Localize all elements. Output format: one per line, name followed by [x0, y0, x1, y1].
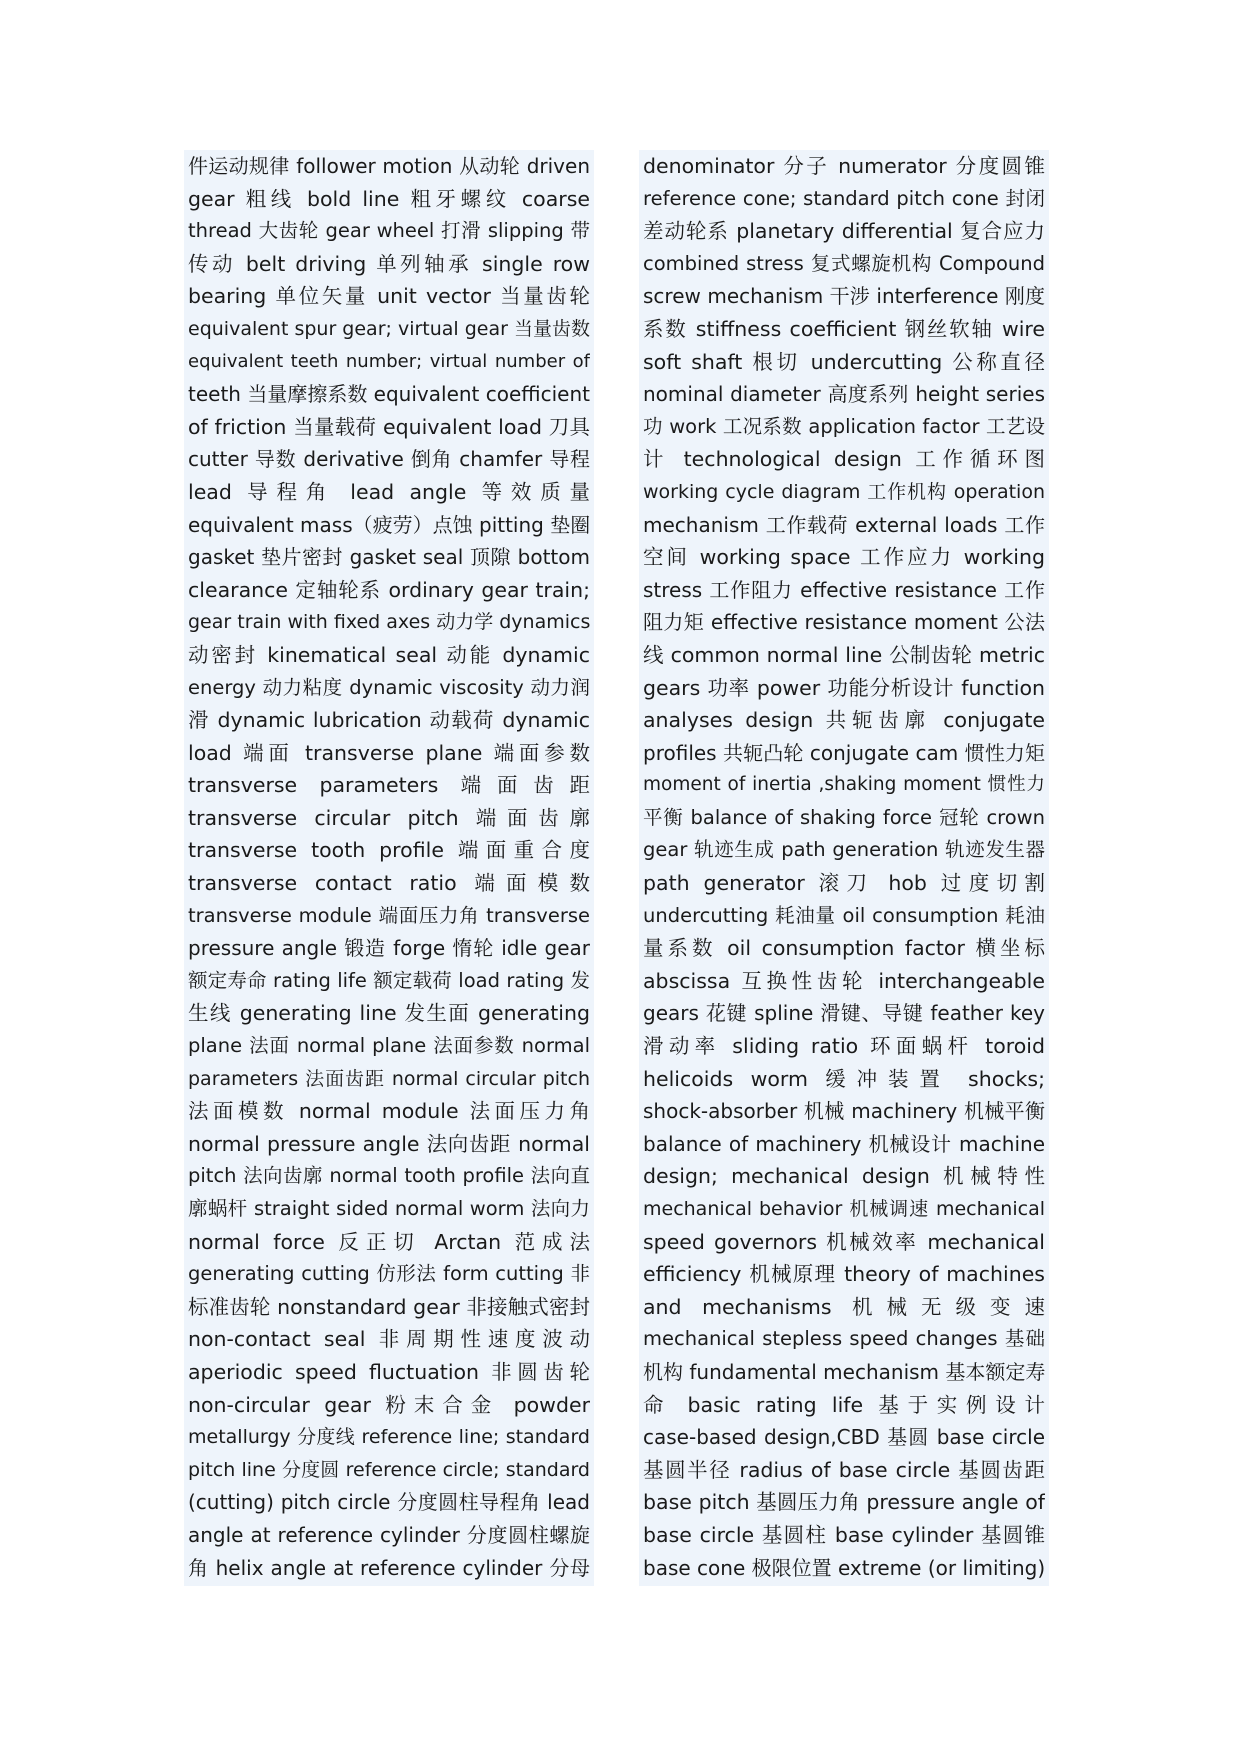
text-line: metallurgy 分度线 reference line; standard — [188, 1426, 590, 1449]
text-line: reference cone; standard pitch cone 封闭 — [643, 186, 1045, 210]
text-line: 生线 generating line 发生面 generating — [188, 1001, 590, 1026]
text-line: transverse module 端面压力角 transverse — [188, 903, 590, 927]
text-line: path generator 滚刀 hob 过度切割 — [643, 871, 1045, 896]
text-line: angle at reference cylinder 分度圆柱螺旋 — [188, 1522, 590, 1547]
text-line: bearing 单位矢量 unit vector 当量齿轮 — [188, 284, 590, 309]
text-line: efficiency 机械原理 theory of machines — [643, 1262, 1045, 1287]
text-line: 阻力矩 effective resistance moment 公法 — [643, 610, 1045, 635]
text-line: 系数 stiffness coefficient 钢丝软轴 wire — [643, 316, 1045, 341]
text-line: design; mechanical design 机械特性 — [643, 1164, 1045, 1189]
text-line: pitch 法向齿廓 normal tooth profile 法向直 — [188, 1164, 590, 1188]
text-line: nominal diameter 高度系列 height series — [643, 382, 1045, 407]
text-line: equivalent spur gear; virtual gear 当量齿数 — [188, 317, 590, 340]
text-line: transverse contact ratio 端面模数 — [188, 871, 590, 896]
text-line: helicoids worm 缓冲装置 shocks; — [643, 1066, 1045, 1091]
text-line: pressure angle 锻造 forge 惰轮 idle gear — [188, 936, 590, 961]
text-line: cutter 导数 derivative 倒角 chamfer 导程 — [188, 447, 590, 472]
text-line: 差动轮系 planetary differential 复合应力 — [643, 219, 1045, 244]
text-line: generating cutting 仿形法 form cutting 非 — [188, 1262, 590, 1286]
text-line: equivalent mass（疲劳）点蚀 pitting 垫圈 — [188, 512, 590, 537]
text-line: pitch line 分度圆 reference circle; standard — [188, 1458, 590, 1481]
text-line: 命 basic rating life 基于实例设计 — [643, 1392, 1045, 1417]
text-line: load 端面 transverse plane 端面参数 — [188, 740, 590, 765]
text-line: (cutting) pitch circle 分度圆柱导程角 lead — [188, 1490, 590, 1515]
text-line: gear train with fixed axes 动力学 dynamics — [188, 611, 590, 634]
text-line: mechanical behavior 机械调速 mechanical — [643, 1198, 1045, 1220]
text-line: stress 工作阻力 effective resistance 工作 — [643, 577, 1045, 602]
text-line: energy 动力粘度 dynamic viscosity 动力润 — [188, 675, 590, 699]
text-line: parameters 法面齿距 normal circular pitch — [188, 1067, 590, 1090]
text-line: thread 大齿轮 gear wheel 打滑 slipping 带 — [188, 219, 590, 243]
text-line: speed governors 机械效率 mechanical — [643, 1229, 1045, 1254]
text-line: of friction 当量载荷 equivalent load 刀具 — [188, 414, 590, 439]
text-line: undercutting 耗油量 oil consumption 耗油 — [643, 903, 1045, 927]
text-line: base circle 基圆柱 base cylinder 基圆锥 — [643, 1522, 1045, 1547]
text-line: base pitch 基圆压力角 pressure angle of — [643, 1490, 1045, 1515]
text-line: 功 work 工况系数 application factor 工艺设 — [643, 414, 1045, 438]
text-line: non-contact seal 非周期性速度波动 — [188, 1327, 590, 1352]
text-line: denominator 分子 numerator 分度圆锥 — [643, 154, 1045, 178]
text-line: normal force 反正切 Arctan 范成法 — [188, 1229, 590, 1254]
left-column — [184, 150, 594, 1586]
text-line: combined stress 复式螺旋机构 Compound — [643, 251, 1045, 275]
text-line: 线 common normal line 公制齿轮 metric — [643, 642, 1045, 667]
text-line: analyses design 共轭齿廓 conjugate — [643, 708, 1045, 733]
text-line: mechanism 工作载荷 external loads 工作 — [643, 512, 1045, 537]
text-line: 额定寿命 rating life 额定载荷 load rating 发 — [188, 968, 590, 992]
text-line: shock-absorber 机械 machinery 机械平衡 — [643, 1099, 1045, 1124]
text-line: 件运动规律 follower motion 从动轮 driven — [188, 154, 590, 178]
text-line: base cone 极限位置 extreme (or limiting) — [643, 1555, 1045, 1580]
text-line: mechanical stepless speed changes 基础 — [643, 1327, 1045, 1351]
text-line: 滑 dynamic lubrication 动载荷 dynamic — [188, 708, 590, 733]
text-line: 空间 working space 工作应力 working — [643, 545, 1045, 570]
text-line: working cycle diagram 工作机构 operation — [643, 480, 1045, 503]
text-line: equivalent teeth number; virtual number of — [188, 350, 590, 372]
text-line: 基圆半径 radius of base circle 基圆齿距 — [643, 1457, 1045, 1482]
right-column — [639, 150, 1049, 1586]
text-line: gears 功率 power 功能分析设计 function — [643, 675, 1045, 700]
text-line: teeth 当量摩擦系数 equivalent coefficient — [188, 382, 590, 407]
text-line: 标准齿轮 nonstandard gear 非接触式密封 — [188, 1294, 590, 1319]
text-line: profiles 共轭凸轮 conjugate cam 惯性力矩 — [643, 740, 1045, 765]
text-line: 滑动率 sliding ratio 环面蜗杆 toroid — [643, 1034, 1045, 1059]
text-line: case-based design,CBD 基圆 base circle — [643, 1425, 1045, 1450]
text-line: 计 technological design 工作循环图 — [643, 447, 1045, 472]
text-line: transverse tooth profile 端面重合度 — [188, 838, 590, 863]
text-line: transverse parameters 端面齿距 — [188, 773, 590, 798]
text-line: normal pressure angle 法向齿距 normal — [188, 1131, 590, 1156]
text-line: non-circular gear 粉末合金 powder — [188, 1392, 590, 1417]
text-line: 法面模数 normal module 法面压力角 — [188, 1099, 590, 1124]
text-line: gasket 垫片密封 gasket seal 顶隙 bottom — [188, 545, 590, 570]
text-line: 传动 belt driving 单列轴承 single row — [188, 251, 590, 276]
text-line: 机构 fundamental mechanism 基本额定寿 — [643, 1359, 1045, 1384]
text-line: abscissa 互换性齿轮 interchangeable — [643, 968, 1045, 993]
text-line: soft shaft 根切 undercutting 公称直径 — [643, 349, 1045, 374]
text-line: clearance 定轴轮系 ordinary gear train; — [188, 577, 590, 602]
text-line: gears 花键 spline 滑键、导键 feather key — [643, 1001, 1045, 1026]
text-line: plane 法面 normal plane 法面参数 normal — [188, 1034, 590, 1058]
text-line: transverse circular pitch 端面齿廓 — [188, 805, 590, 830]
text-line: aperiodic speed fluctuation 非圆齿轮 — [188, 1359, 590, 1384]
text-line: 角 helix angle at reference cylinder 分母 — [188, 1555, 590, 1580]
text-line: screw mechanism 干涉 interference 刚度 — [643, 284, 1045, 309]
text-line: lead 导程角 lead angle 等效质量 — [188, 479, 590, 504]
text-line: moment of inertia ,shaking moment 惯性力 — [643, 774, 1045, 796]
text-line: balance of machinery 机械设计 machine — [643, 1131, 1045, 1156]
text-line: 动密封 kinematical seal 动能 dynamic — [188, 642, 590, 667]
text-line: gear 轨迹生成 path generation 轨迹发生器 — [643, 838, 1045, 862]
text-line: 廓蜗杆 straight sided normal worm 法向力 — [188, 1197, 590, 1220]
text-line: 平衡 balance of shaking force 冠轮 crown — [643, 805, 1045, 829]
text-line: 量系数 oil consumption factor 横坐标 — [643, 936, 1045, 961]
text-line: gear 粗线 bold line 粗牙螺纹 coarse — [188, 186, 590, 211]
text-line: and mechanisms 机械无级变速 — [643, 1294, 1045, 1319]
